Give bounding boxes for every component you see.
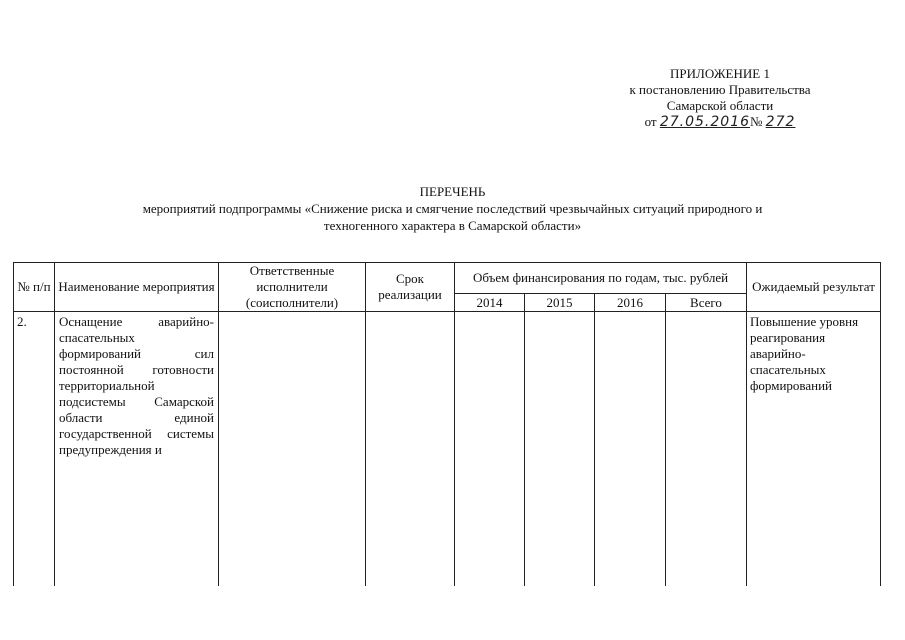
header-term: Срок реализации (366, 263, 455, 312)
cell-2015 (525, 312, 595, 587)
cell-total (666, 312, 747, 587)
header-year-2016: 2016 (595, 294, 666, 312)
header-name: Наименование мероприятия (55, 263, 219, 312)
cell-term (366, 312, 455, 587)
heading-title: ПЕРЕЧЕНЬ (419, 184, 486, 199)
header-total: Всего (666, 294, 747, 312)
header-funding: Объем финансирования по годам, тыс. рублей (455, 263, 747, 294)
handwritten-date: 27.05.2016 (659, 114, 751, 130)
cell-2014 (455, 312, 525, 587)
annex-block (600, 66, 840, 130)
heading-line-1: мероприятий подпрограммы «Снижение риска и смягчение последствий чрезвычайных ситуаций природного и (142, 201, 763, 216)
cell-result: Повышение уровня реагирования аварийно-спасательных формирований (747, 312, 881, 587)
annex-title: ПРИЛОЖЕНИЕ 1 (670, 66, 770, 81)
header-result: Ожидаемый результат (747, 263, 881, 312)
header-year-2014: 2014 (455, 294, 525, 312)
cell-num: 2. (14, 312, 55, 587)
annex-line-2: Самарской области (666, 98, 774, 113)
cell-name: Оснащение аварийно-спасательных формирований сил постоянной готовности территориальной подсистемы Самарской области единой государственной системы предупреждения и (55, 312, 219, 587)
cell-responsible (219, 312, 366, 587)
heading-line-2: техногенного характера в Самарской области» (323, 218, 582, 233)
date-prefix: от (644, 114, 657, 129)
annex-line-1: к постановлению Правительства (629, 82, 811, 97)
document-heading (40, 183, 865, 234)
annex-date-line (600, 114, 840, 130)
number-prefix: № (750, 114, 763, 129)
handwritten-number: 272 (765, 114, 796, 130)
table-row (14, 312, 881, 587)
header-responsible: Ответственные исполнители (соисполнители) (219, 263, 366, 312)
measures-table (13, 262, 881, 586)
header-year-2015: 2015 (525, 294, 595, 312)
header-num: № п/п (14, 263, 55, 312)
cell-2016 (595, 312, 666, 587)
